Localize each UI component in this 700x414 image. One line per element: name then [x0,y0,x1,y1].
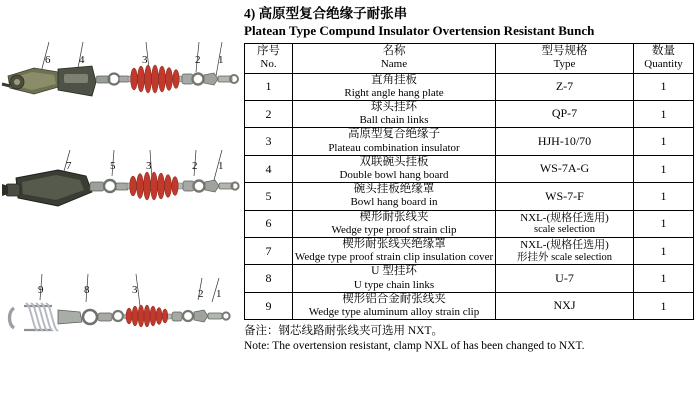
cell-no: 4 [245,155,293,182]
callout-3: 3 [142,54,148,66]
cell-quantity: 1 [634,210,694,237]
assembly-middle-drawing [0,132,240,256]
cell-no: 8 [245,265,293,292]
table-row [245,210,694,237]
callout-9: 9 [38,284,44,296]
page-title-cn: 4) 高原型复合绝缘子耐张串 [244,6,408,21]
callout-2: 2 [198,288,204,300]
cell-quantity: 1 [634,265,694,292]
cell-quantity: 1 [634,155,694,182]
cell-name: 碗头挂板绝缘罩 Bowl hang board in [293,183,496,210]
column-header-name: 名称 Name [293,43,496,73]
table-row [245,155,694,182]
cell-type: NXL-(规格任选用) scale selection [496,210,634,237]
column-header-no: 序号 No. [245,43,293,73]
cell-quantity: 1 [634,73,694,100]
note-cn: 备注：钢芯线路耐张线夹可选用 NXT。 [244,325,444,338]
figure-assembly-bottom [0,256,240,386]
cell-no: 7 [245,238,293,265]
cell-quantity: 1 [634,238,694,265]
table-row [245,265,694,292]
cell-name: U 型挂环 U type chain links [293,265,496,292]
callout-1: 1 [218,160,224,172]
cell-type: WS-7A-G [496,155,634,182]
callout-2: 2 [195,54,201,66]
cell-type: WS-7-F [496,183,634,210]
cell-type: NXJ [496,292,634,319]
assembly-top-drawing [0,24,240,134]
table-row [245,292,694,319]
callout-7: 7 [66,160,72,172]
table-row [245,73,694,100]
cell-quantity: 1 [634,128,694,155]
specification-table [244,43,694,321]
cell-type: NXL-(规格任选用) 形挂外 scale selection [496,238,634,265]
callout-6: 6 [45,54,51,66]
callout-4: 4 [79,54,85,66]
cell-quantity: 1 [634,183,694,210]
assembly-bottom-drawing [0,256,240,386]
callout-1: 1 [218,54,224,66]
cell-no: 9 [245,292,293,319]
table-note [244,324,696,354]
callout-8: 8 [84,284,90,296]
table-row [245,128,694,155]
callout-5: 5 [110,160,116,172]
callout-2: 2 [192,160,198,172]
table-header-row [245,43,694,73]
callout-3: 3 [146,160,152,172]
page-title-en: Platean Type Compund Insulator Overtension Resistant Bunch [244,22,595,38]
cell-no: 5 [245,183,293,210]
cell-name: 直角挂板 Right angle hang plate [293,73,496,100]
document-panel [240,0,700,414]
table-row [245,101,694,128]
note-en: Note: The overtension resistant, clamp NXL of has been changed to NXT. [244,340,585,353]
cell-name: 双联碗头挂板 Double bowl hang board [293,155,496,182]
cell-type: HJH-10/70 [496,128,634,155]
cell-name: 球头挂环 Ball chain links [293,101,496,128]
figure-column [0,0,240,414]
figure-assembly-middle [0,132,240,256]
cell-type: QP-7 [496,101,634,128]
column-header-quantity: 数量 Quantity [634,43,694,73]
table-row [245,183,694,210]
cell-name: 高原型复合绝缘子 Plateau combination insulator [293,128,496,155]
table-row [245,238,694,265]
cell-type: Z-7 [496,73,634,100]
cell-type: U-7 [496,265,634,292]
column-header-type: 型号规格 Type [496,43,634,73]
figure-assembly-top [0,24,240,134]
cell-no: 2 [245,101,293,128]
cell-name: 楔形耐张线夹 Wedge type proof strain clip [293,210,496,237]
callout-3: 3 [132,284,138,296]
cell-quantity: 1 [634,292,694,319]
cell-quantity: 1 [634,101,694,128]
cell-name: 楔形耐张线夹绝缘罩 Wedge type proof strain clip insulation cover [293,238,496,265]
cell-no: 1 [245,73,293,100]
cell-no: 3 [245,128,293,155]
callout-1: 1 [216,288,222,300]
cell-name: 楔形铝合金耐张线夹 Wedge type aluminum alloy strain clip [293,292,496,319]
cell-no: 6 [245,210,293,237]
